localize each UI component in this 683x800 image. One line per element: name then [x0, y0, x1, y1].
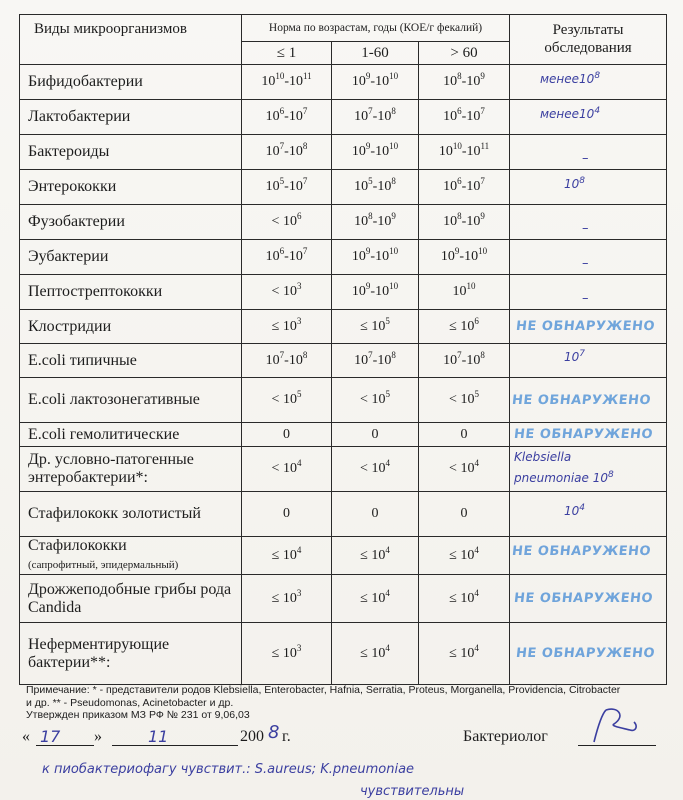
result-dash: – [582, 150, 589, 166]
norm-value-age-2: ≤ $10^4$ [332, 537, 419, 575]
bacteriologist-label: Бактериолог [463, 728, 548, 745]
date-year-suffix: г. [282, 728, 291, 745]
organism-name: Лактобактерии [20, 100, 242, 135]
norm-value-age-2: < $10^4$ [332, 447, 419, 492]
norm-value-age-2: ≤ $10^5$ [332, 310, 419, 344]
norm-value-age-2: < $10^5$ [332, 378, 419, 423]
organism-name: Бактероиды [20, 135, 242, 170]
organism-name: Др. условно-патогенные энтеробактерии*: [20, 447, 242, 492]
handwritten-note-line-2: чувствительны [360, 784, 465, 799]
result-cell [510, 344, 667, 378]
norm-value-age-2: $10^7-10^8$ [332, 344, 419, 378]
date-month-underline [112, 745, 238, 746]
norm-value-age-3: ≤ $10^4$ [419, 623, 510, 685]
signature [588, 706, 644, 746]
footnote [26, 684, 666, 722]
result-cell [510, 240, 667, 275]
norm-value-age-3: $10^{10}$ [419, 275, 510, 310]
result-handwritten: $10^8$ [564, 175, 586, 191]
organism-name: E.coli гемолитические [20, 423, 242, 447]
result-cell [510, 310, 667, 344]
norm-value-age-3: $10^6-10^7$ [419, 170, 510, 205]
header-age-2: 1-60 [332, 42, 419, 65]
norm-value-age-1: ≤ $10^3$ [242, 310, 332, 344]
result-dash: – [582, 255, 589, 271]
organism-name: E.coli лактозонегативные [20, 378, 242, 423]
result-cell [510, 135, 667, 170]
table-row [20, 240, 667, 275]
norm-value-age-3: 0 [419, 423, 510, 447]
header-result: Результаты обследования [510, 15, 667, 65]
norm-value-age-2: $10^9-10^{10}$ [332, 275, 419, 310]
date-year-digit: 8 [268, 722, 280, 743]
norm-value-age-3: $10^8-10^9$ [419, 205, 510, 240]
norm-value-age-1: < $10^5$ [242, 378, 332, 423]
table-row [20, 135, 667, 170]
result-dash: – [582, 290, 589, 306]
result-handwritten: $10^7$ [564, 349, 586, 364]
date-year-prefix: 200 [240, 728, 264, 745]
norm-value-age-2: ≤ $10^4$ [332, 623, 419, 685]
norm-value-age-3: $10^6-10^7$ [419, 100, 510, 135]
handwritten-note-line-1: к пиобактериофагу чувствит.: S.aureus; K.pneumoniae [42, 762, 415, 777]
result-cell [510, 492, 667, 537]
norm-value-age-2: $10^5-10^8$ [332, 170, 419, 205]
norm-value-age-1: < $10^4$ [242, 447, 332, 492]
date-day: 17 [40, 727, 61, 746]
table-row [20, 623, 667, 685]
result-handwritten: $менее10^4$ [540, 105, 601, 121]
result-handwritten: Klebsiella [514, 450, 572, 464]
not-detected-stamp: НЕ ОБНАРУЖЕНО [513, 427, 654, 442]
result-cell [510, 205, 667, 240]
result-cell [510, 378, 667, 423]
not-detected-stamp: НЕ ОБНАРУЖЕНО [515, 319, 656, 334]
result-cell [510, 275, 667, 310]
norm-value-age-1: 0 [242, 423, 332, 447]
microflora-table [19, 14, 667, 685]
not-detected-stamp: НЕ ОБНАРУЖЕНО [515, 646, 656, 661]
norm-value-age-1: 0 [242, 492, 332, 537]
result-cell [510, 65, 667, 100]
norm-value-age-3: < $10^4$ [419, 447, 510, 492]
norm-value-age-1: ≤ $10^3$ [242, 575, 332, 623]
footnote-line-2: и др. ** - Pseudomonas, Acinetobacter и др. [26, 696, 234, 709]
not-detected-stamp: НЕ ОБНАРУЖЕНО [511, 544, 652, 559]
organism-name: Стафилококки (сапрофитный, эпидермальный) [20, 537, 242, 575]
organism-name: Эубактерии [20, 240, 242, 275]
table-row [20, 575, 667, 623]
norm-value-age-1: ≤ $10^3$ [242, 623, 332, 685]
norm-value-age-3: 0 [419, 492, 510, 537]
norm-value-age-2: ≤ $10^4$ [332, 575, 419, 623]
norm-value-age-2: $10^9-10^{10}$ [332, 240, 419, 275]
footnote-line-1: Примечание: * - представители родов Klebsiella, Enterobacter, Hafnia, Serratia, Proteus, Morganella, Providencia, Citrobacter [26, 684, 621, 696]
date-month: 11 [148, 727, 169, 746]
table-row [20, 423, 667, 447]
result-cell [510, 447, 667, 492]
result-dash: – [582, 220, 589, 236]
result-cell [510, 423, 667, 447]
date-quote-close: » [94, 728, 102, 745]
header-norm: Норма по возрастам, годы (КОЕ/г фекалий) [242, 15, 510, 42]
organism-subname: (сапрофитный, эпидермальный) [28, 559, 179, 571]
norm-value-age-2: $10^8-10^9$ [332, 205, 419, 240]
norm-value-age-1: $10^5-10^7$ [242, 170, 332, 205]
norm-value-age-3: ≤ $10^4$ [419, 537, 510, 575]
organism-name: Фузобактерии [20, 205, 242, 240]
norm-value-age-3: < $10^5$ [419, 378, 510, 423]
not-detected-stamp: НЕ ОБНАРУЖЕНО [513, 591, 654, 606]
norm-value-age-1: $10^{10}-10^{11}$ [242, 65, 332, 100]
norm-value-age-2: $10^9-10^{10}$ [332, 65, 419, 100]
result-cell [510, 100, 667, 135]
norm-value-age-1: $10^6-10^7$ [242, 240, 332, 275]
organism-name: Энтерококки [20, 170, 242, 205]
table-row [20, 100, 667, 135]
table-row [20, 310, 667, 344]
norm-value-age-1: < $10^3$ [242, 275, 332, 310]
norm-value-age-2: 0 [332, 492, 419, 537]
organism-name: Неферментирующие бактерии**: [20, 623, 242, 685]
organism-name: Бифидобактерии [20, 65, 242, 100]
table-row [20, 170, 667, 205]
header-organisms: Виды микроорганизмов [20, 15, 242, 65]
date-day-underline [36, 745, 94, 746]
table-row [20, 65, 667, 100]
table-row [20, 344, 667, 378]
table-row [20, 492, 667, 537]
result-cell [510, 537, 667, 575]
norm-value-age-2: $10^7-10^8$ [332, 100, 419, 135]
norm-value-age-3: $10^7-10^8$ [419, 344, 510, 378]
norm-value-age-3: $10^{10}-10^{11}$ [419, 135, 510, 170]
table-row [20, 275, 667, 310]
date-quote-open: « [22, 728, 30, 745]
footnote-line-3: Утвержден приказом МЗ РФ № 231 от 9,06,03 [26, 709, 250, 721]
norm-value-age-3: $10^9-10^{10}$ [419, 240, 510, 275]
norm-value-age-1: ≤ $10^4$ [242, 537, 332, 575]
header-age-1: ≤ 1 [242, 42, 332, 65]
norm-value-age-1: $10^7-10^8$ [242, 135, 332, 170]
organism-name: Дрожжеподобные грибы рода Candida [20, 575, 242, 623]
norm-value-age-3: ≤ $10^4$ [419, 575, 510, 623]
norm-value-age-3: ≤ $10^6$ [419, 310, 510, 344]
result-handwritten: $10^4$ [564, 502, 586, 518]
table-row [20, 205, 667, 240]
organism-name: Клостридии [20, 310, 242, 344]
result-cell [510, 170, 667, 205]
result-cell [510, 575, 667, 623]
result-handwritten: $менее10^8$ [540, 70, 601, 86]
table-row [20, 447, 667, 492]
norm-value-age-1: $10^7-10^8$ [242, 344, 332, 378]
result-cell [510, 623, 667, 685]
norm-value-age-1: $10^6-10^7$ [242, 100, 332, 135]
table-row [20, 378, 667, 423]
table-row [20, 537, 667, 575]
organism-name: E.coli типичные [20, 344, 242, 378]
organism-name: Пептострептококки [20, 275, 242, 310]
not-detected-stamp: НЕ ОБНАРУЖЕНО [511, 392, 652, 408]
norm-value-age-2: $10^9-10^{10}$ [332, 135, 419, 170]
norm-value-age-3: $10^8-10^9$ [419, 65, 510, 100]
norm-value-age-1: < $10^6$ [242, 205, 332, 240]
norm-value-age-2: 0 [332, 423, 419, 447]
result-handwritten-2: pneumoniae $10^8$ [514, 470, 614, 485]
organism-name: Стафилококк золотистый [20, 492, 242, 537]
header-age-3: > 60 [419, 42, 510, 65]
